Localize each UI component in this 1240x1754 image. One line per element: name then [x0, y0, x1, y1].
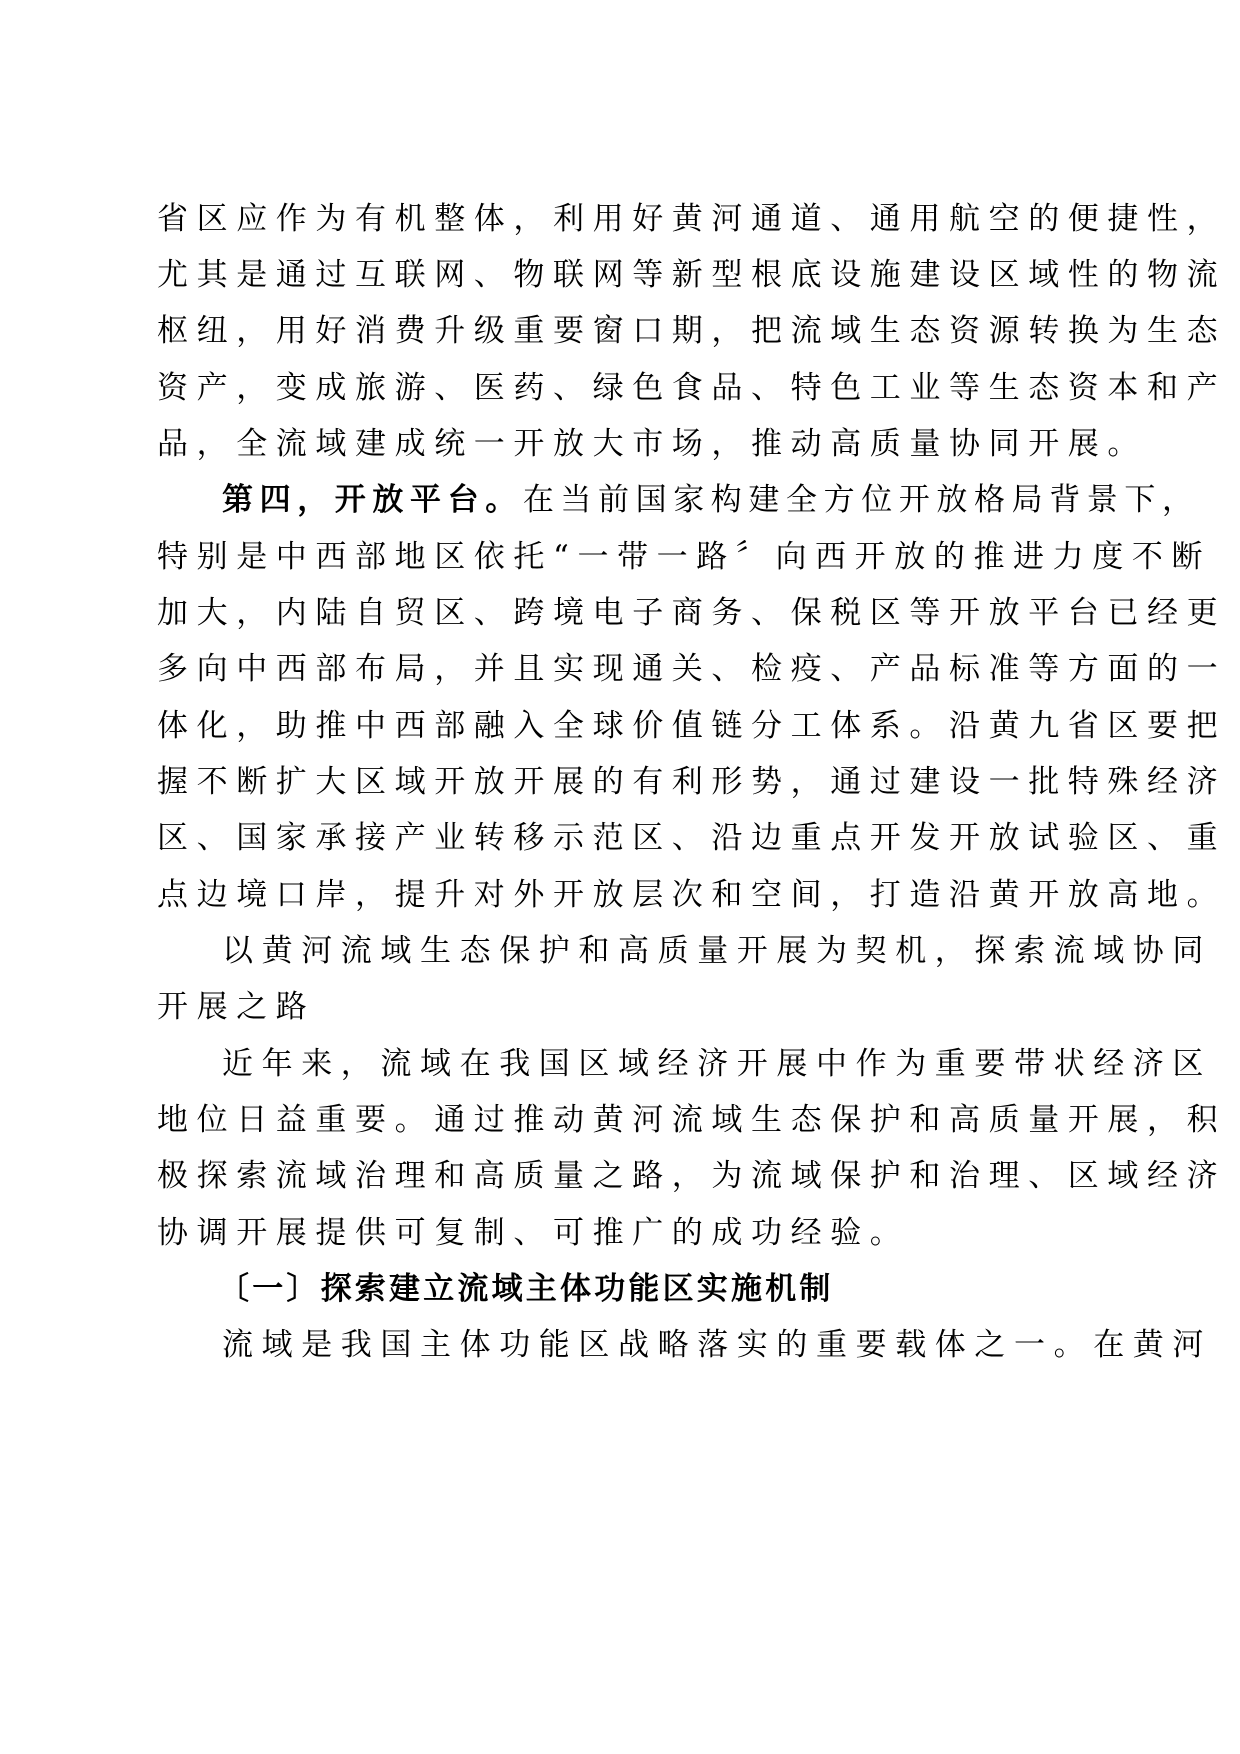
- paragraph-line: [222, 470, 1200, 530]
- body-line: 极探索流域治理和高质量之路，为流域保护和治理、区域经济: [157, 1158, 1227, 1194]
- paragraph-line: 流域是我国主体功能区战略落实的重要载体之一。在黄河: [222, 1327, 1212, 1363]
- body-line: 资产，变成旅游、医药、绿色食品、特色工业等生态资本和产: [157, 370, 1227, 406]
- body-line: 地位日益重要。通过推动黄河流域生态保护和高质量开展，积: [157, 1102, 1227, 1138]
- body-line: 开展之路: [157, 989, 316, 1025]
- body-line: 协调开展提供可复制、可推广的成功经验。: [157, 1215, 910, 1251]
- body-line: 加大，内陆自贸区、跨境电子商务、保税区等开放平台已经更: [157, 595, 1227, 631]
- body-line: 尤其是通过互联网、物联网等新型根底设施建设区域性的物流: [157, 257, 1227, 293]
- body-line: 省区应作为有机整体，利用好黄河通道、通用航空的便捷性，: [157, 201, 1227, 237]
- paragraph-line: 以黄河流域生态保护和高质量开展为契机，探索流域协同: [222, 933, 1212, 969]
- paragraph-line: 近年来，流域在我国区域经济开展中作为重要带状经济区: [222, 1046, 1212, 1082]
- body-line: 品，全流域建成统一开放大市场，推动高质量协同开展。: [157, 426, 1147, 462]
- body-line: 多向中西部布局，并且实现通关、检疫、产品标准等方面的一: [157, 651, 1227, 687]
- body-line: 区、国家承接产业转移示范区、沿边重点开发开放试验区、重: [157, 820, 1227, 856]
- body-line: 枢纽，用好消费升级重要窗口期，把流域生态资源转换为生态: [157, 313, 1227, 349]
- body-line: 握不断扩大区域开放开展的有利形势，通过建设一批特殊经济: [157, 764, 1227, 800]
- body-line: 特别是中西部地区依托“一带一路〞向西开放的推进力度不断: [157, 539, 1212, 575]
- section-heading: 〔一〕探索建立流域主体功能区实施机制: [218, 1271, 834, 1307]
- paragraph-text: 在当前国家构建全方位开放格局背景下，: [522, 482, 1200, 518]
- body-line: 点边境口岸，提升对外开放层次和空间，打造沿黄开放高地。: [157, 877, 1227, 913]
- section-lead: 第四，开放平台。: [222, 482, 523, 518]
- body-line: 体化，助推中西部融入全球价值链分工体系。沿黄九省区要把: [157, 708, 1227, 744]
